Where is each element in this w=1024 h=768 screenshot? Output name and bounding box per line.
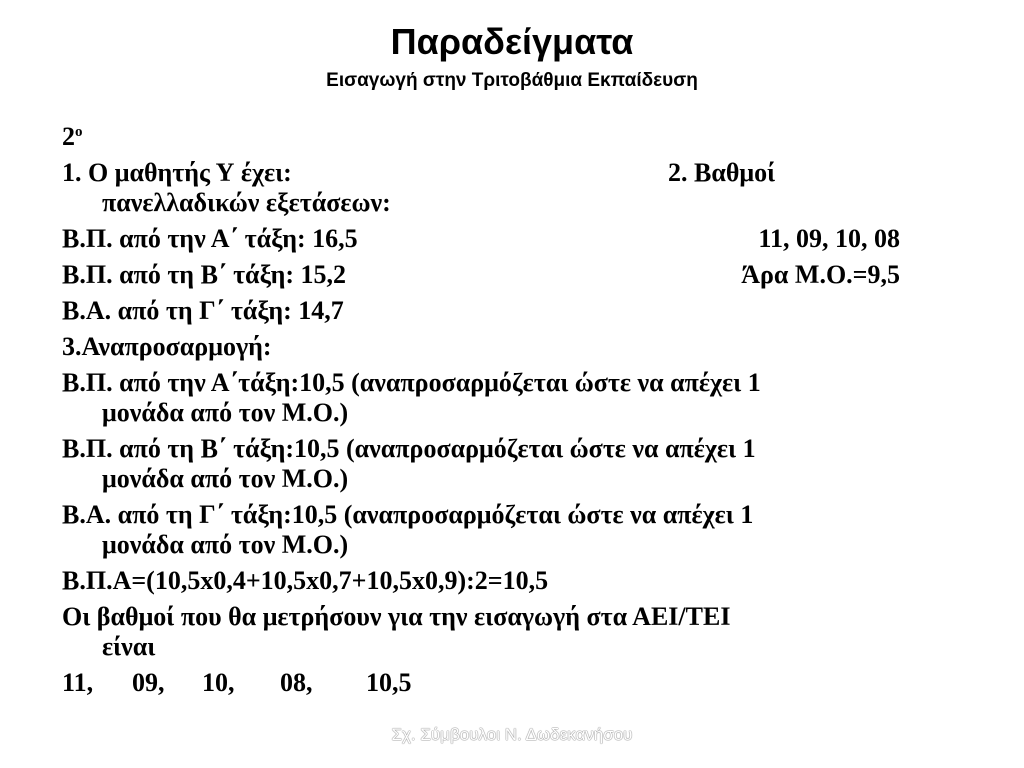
- adjustment-a-continuation: μονάδα από τον Μ.Ο.): [102, 398, 349, 427]
- item-1-heading: 1. Ο μαθητής Υ έχει:: [62, 158, 292, 187]
- bpa-formula: [62, 566, 982, 602]
- example-number-main: 2: [62, 122, 75, 151]
- grade-c-class: Β.Α. από τη Γ΄ τάξη: 14,7: [62, 296, 344, 325]
- adjustment-c-text: Β.Α. από τη Γ΄ τάξη:10,5 (αναπροσαρμόζεται ώστε να απέχει 1: [62, 500, 754, 529]
- grade-a-class: Β.Π. από την Α΄ τάξη: 16,5: [62, 224, 358, 253]
- example-number-superscript: ο: [75, 124, 83, 140]
- item-2-heading-continuation: πανελλαδικών εξετάσεων:: [102, 188, 391, 217]
- bpa-formula-text: Β.Π.Α=(10,5x0,4+10,5x0,7+10,5x0,9):2=10,5: [62, 566, 549, 595]
- final-grade: 11,: [62, 668, 94, 697]
- item-2-heading: 2. Βαθμοί: [668, 158, 776, 187]
- final-grade: 08,: [280, 668, 313, 697]
- adjustment-a: [62, 368, 982, 434]
- final-grade: 10,: [202, 668, 235, 697]
- final-statement-continuation: είναι: [102, 632, 156, 661]
- slide-subtitle: Εισαγωγή στην Τριτοβάθμια Εκπαίδευση: [326, 70, 698, 91]
- adjustment-b-continuation: μονάδα από τον Μ.Ο.): [102, 464, 349, 493]
- adjustment-c: [62, 500, 982, 566]
- item-3-heading-text: 3.Αναπροσαρμογή:: [62, 332, 272, 361]
- grade-row-a: [62, 224, 982, 260]
- final-grades: [62, 668, 982, 704]
- item-3-heading: [62, 332, 982, 368]
- slide-title: Παραδείγματα: [390, 21, 634, 62]
- final-grade: 10,5: [366, 668, 412, 697]
- final-statement: [62, 602, 982, 668]
- item-1-and-2-heading: [62, 158, 982, 224]
- exam-average: Άρα Μ.Ο.=9,5: [741, 260, 900, 289]
- final-statement-text: Οι βαθμοί που θα μετρήσουν για την εισαγωγή στα ΑΕΙ/ΤΕΙ: [62, 602, 731, 631]
- adjustment-b: [62, 434, 982, 500]
- slide-body: [62, 122, 982, 704]
- slide-footer: Σχ. Σύμβουλοι Ν. Δωδεκανήσου: [391, 725, 633, 744]
- grade-row-c: [62, 296, 982, 332]
- example-number: [62, 122, 982, 158]
- adjustment-a-text: Β.Π. από την Α΄τάξη:10,5 (αναπροσαρμόζεται ώστε να απέχει 1: [62, 368, 761, 397]
- exam-grades-list: 11, 09, 10, 08: [758, 224, 900, 253]
- adjustment-b-text: Β.Π. από τη Β΄ τάξη:10,5 (αναπροσαρμόζεται ώστε να απέχει 1: [62, 434, 756, 463]
- grade-row-b: [62, 260, 982, 296]
- grade-b-class: Β.Π. από τη Β΄ τάξη: 15,2: [62, 260, 347, 289]
- final-grade: 09,: [132, 668, 165, 697]
- adjustment-c-continuation: μονάδα από τον Μ.Ο.): [102, 530, 349, 559]
